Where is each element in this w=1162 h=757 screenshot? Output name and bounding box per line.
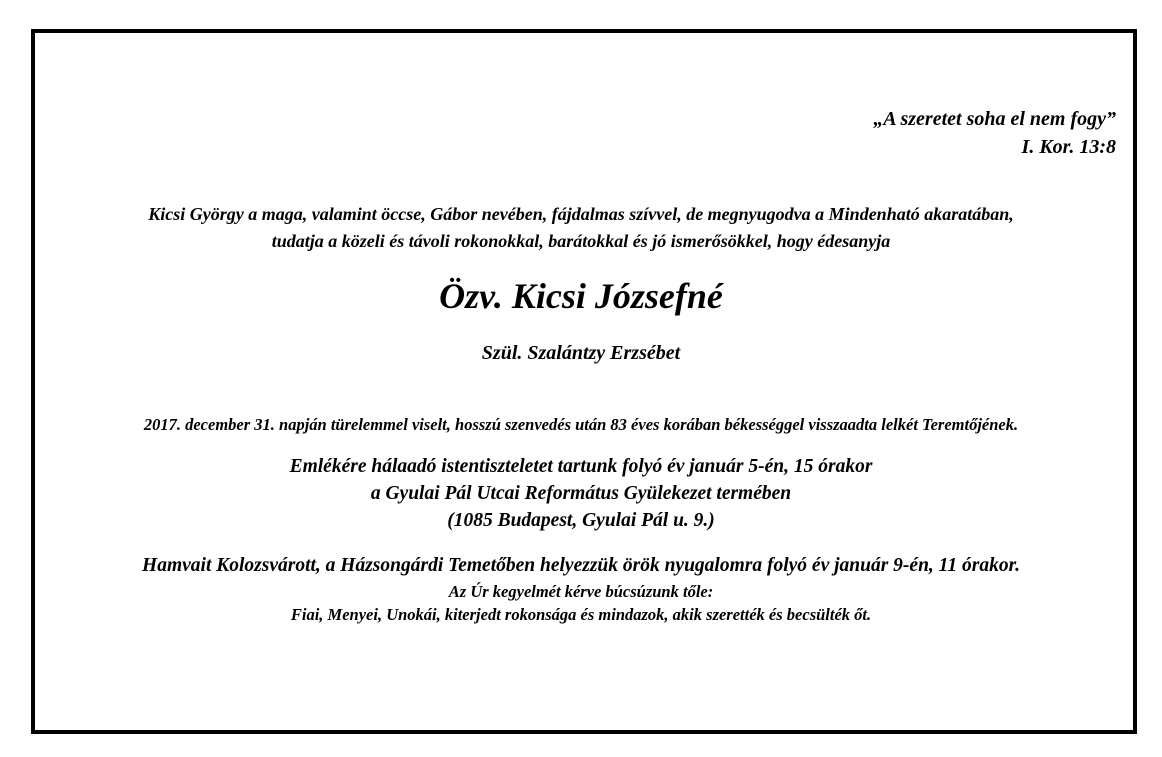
death-notice: 2017. december 31. napján türelemmel viselt, hosszú szenvedés után 83 éves korában békességgel visszaadta lelkét Teremtőjének. [143,415,1019,434]
memorial-service-line-2: a Gyulai Pál Utcai Református Gyülekezet termében [370,483,792,504]
announcement-line-1: Kicsi György a maga, valamint öccse, Gábor nevében, fájdalmas szívvel, de megnyugodva a Mindenható akaratában, [148,204,1014,224]
announcement-line-2: tudatja a közeli és távoli rokonokkal, barátokkal és jó ismerősökkel, hogy édesanyja [271,231,891,251]
bible-quote: „A szeretet soha el nem fogy” [873,108,1116,130]
mourners-line: Fiai, Menyei, Unokái, kiterjedt rokonsága és mindazok, akik szerették és becsülték őt. [290,605,872,624]
farewell-line: Az Úr kegyelmét kérve búcsúzunk tőle: [448,582,714,601]
maiden-name: Szül. Szalántzy Erzsébet [481,342,681,364]
obituary-border [31,29,1137,734]
bible-reference: I. Kor. 13:8 [1021,136,1116,158]
memorial-service-line-1: Emlékére hálaadó istentiszteletet tartunk folyó év január 5-én, 15 órakor [289,456,873,477]
burial-notice: Hamvait Kolozsvárott, a Házsongárdi Temetőben helyezzük örök nyugalomra folyó év január 9-én, 11 órakor. [142,555,1020,576]
deceased-name: Özv. Kicsi Józsefné [439,276,723,316]
memorial-service-address: (1085 Budapest, Gyulai Pál u. 9.) [447,510,715,531]
